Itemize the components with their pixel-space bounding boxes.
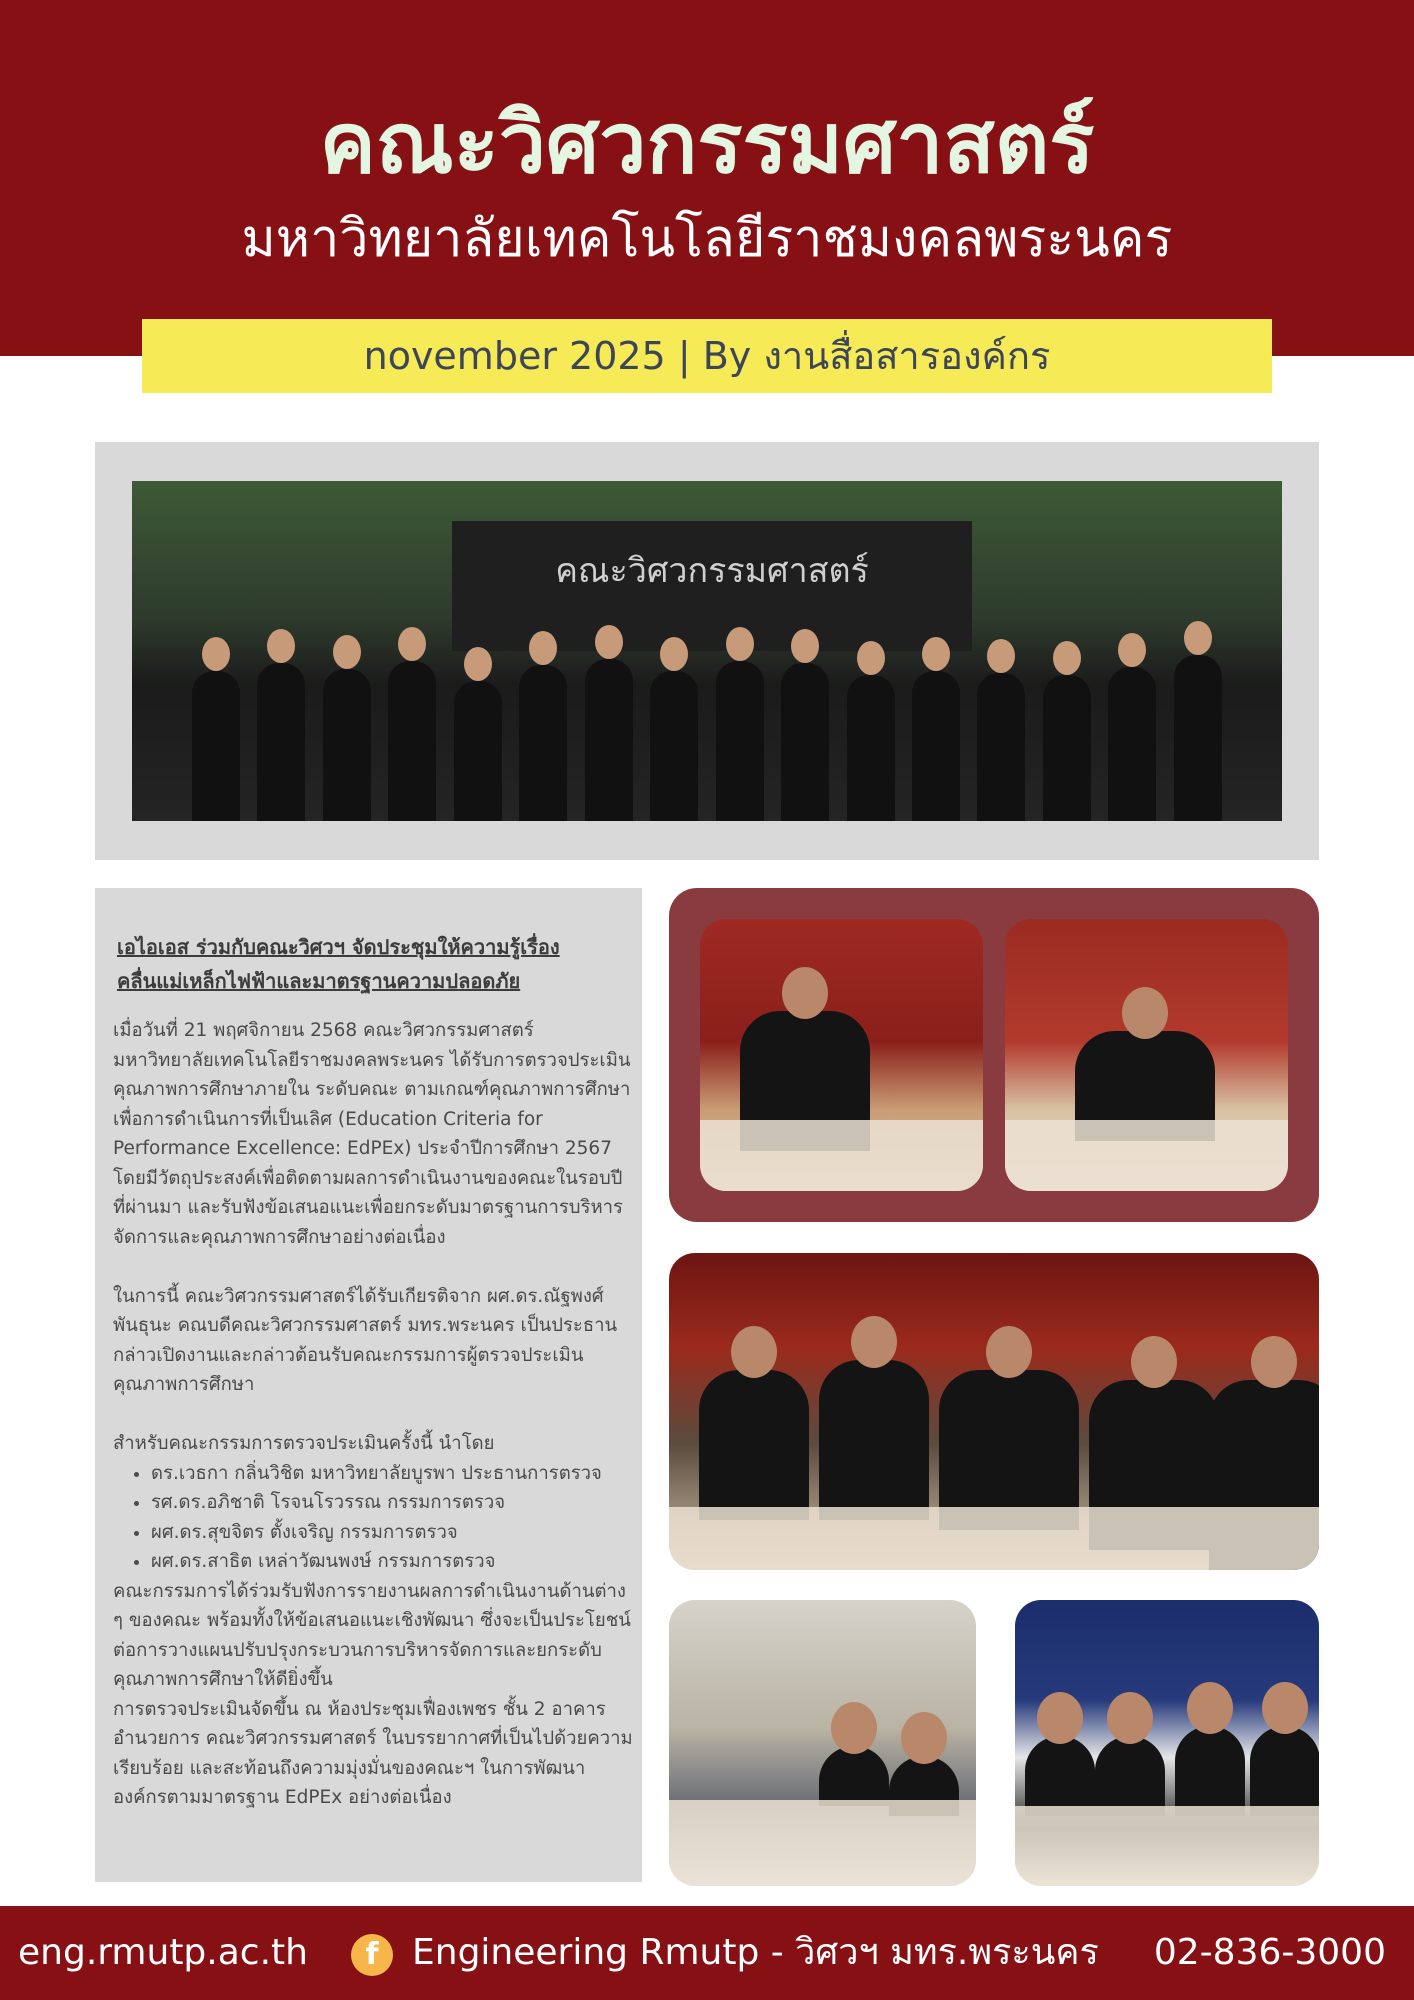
facebook-icon: f [351,1934,393,1976]
committee-member: • ผศ.ดร.สุขจิตร ตั้งเจริญ กรรมการตรวจ [151,1518,633,1548]
meeting-photo-chair [1005,919,1288,1191]
article-headline: เอไอเอส ร่วมกับคณะวิศวฯ จัดประชุมให้ความรู้เรื่องคลื่นแม่เหล็กไฟฟ้าและมาตรฐานความปลอดภัย [117,935,560,993]
meeting-photo-committee [669,1253,1319,1570]
committee-intro: สำหรับคณะกรรมการตรวจประเมินครั้งนี้ นำโดย [113,1433,495,1454]
meeting-photo-dean [700,919,983,1191]
committee-member: • ผศ.ดร.สาธิต เหล่าวัฒนพงษ์ กรรมการตรวจ [151,1547,633,1577]
committee-member: • ดร.เวธกา กลิ่นวิชิต มหาวิทยาลัยบูรพา ประธานการตรวจ [151,1459,633,1489]
meeting-photo-staff [1015,1600,1319,1886]
article-body [113,1016,633,1813]
phone-number: 02-836-3000 [1153,1932,1386,1973]
footer-bar [0,1906,1414,2000]
facebook-page-link[interactable]: Engineering Rmutp - วิศวฯ มทร.พระนคร [412,1932,1099,1973]
faculty-sign-text: คณะวิศวกรรมศาสตร์ [555,551,869,591]
article-paragraph: ในการนี้ คณะวิศวกรรมศาสตร์ได้รับเกียรติจาก ผศ.ดร.ณัฐพงศ์ พันธุนะ คณบดีคณะวิศวกรรมศาสตร์ มทร.พระนคร เป็นประธานกล่าวเปิดงานและกล่าวต้อนรับคณะกรรมการผู้ตรวจประเมินคุณภาพการศึกษา [113,1285,618,1395]
dateline-band: november 2025 | By งานสื่อสารองค์กร [142,319,1272,393]
group-photo [132,481,1282,821]
article-paragraph: เมื่อวันที่ 21 พฤศจิกายน 2568 คณะวิศวกรรมศาสตร์ มหาวิทยาลัยเทคโนโลยีราชมงคลพระนคร ได้รับการตรวจประเมินคุณภาพการศึกษาภายใน ระดับคณะ ตามเกณฑ์คุณภาพการศึกษาเพื่อการดำเนินการที่เป็นเลิศ (Education Criteria for Performance Excellence: EdPEx) ประจำปีการศึกษา 2567 โดยมีวัตถุประสงค์เพื่อติดตามผลการดำเนินงานของคณะในรอบปีที่ผ่านมา และรับฟังข้อเสนอแนะเพื่อยกระดับมาตรฐานการบริหารจัดการและคุณภาพการศึกษาอย่างต่อเนื่อง [113,1020,631,1248]
committee-member: • รศ.ดร.อภิชาติ โรจนโรวรรณ กรรมการตรวจ [151,1488,633,1518]
article-paragraph: คณะกรรมการได้ร่วมรับฟังการรายงานผลการดำเนินงานด้านต่าง ๆ ของคณะ พร้อมทั้งให้ข้อเสนอแนะเชิงพัฒนา ซึ่งจะเป็นประโยชน์ต่อการวางแผนปรับปรุงกระบวนการบริหารจัดการและยกระดับคุณภาพการศึกษาให้ดียิ่งขึ้น [113,1580,631,1690]
header-banner [0,0,1414,356]
website-link[interactable]: eng.rmutp.ac.th [18,1932,308,1973]
article-paragraph: การตรวจประเมินจัดขึ้น ณ ห้องประชุมเฟื่องเพชร ชั้น 2 อาคารอำนวยการ คณะวิศวกรรมศาสตร์ ในบรรยากาศที่เป็นไปด้วยความเรียบร้อย และสะท้อนถึงความมุ่งมั่นของคณะฯ ในการพัฒนาองค์กรตามมาตรฐาน EdPEx อย่างต่อเนื่อง [113,1698,633,1808]
university-subtitle: มหาวิทยาลัยเทคโนโลยีราชมงคลพระนคร [241,209,1173,269]
group-people [192,591,1222,821]
faculty-title: คณะวิศวกรรมศาสตร์ [319,94,1095,192]
meeting-photo-room [669,1600,976,1886]
committee-list [113,1459,633,1577]
